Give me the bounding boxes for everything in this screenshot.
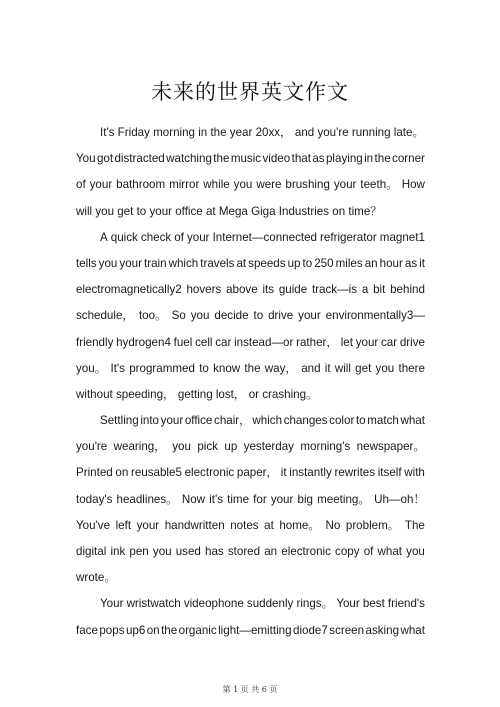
word: asking [365, 623, 400, 637]
text-line [76, 251, 425, 277]
text-line [76, 303, 425, 329]
word: bit [373, 283, 386, 297]
text-line [76, 172, 425, 198]
word: quick [110, 230, 138, 244]
word: wearing， [113, 440, 166, 454]
text-line [76, 487, 425, 513]
word: diode7 [293, 623, 328, 637]
word: Printed [76, 466, 113, 480]
word: your [160, 414, 184, 428]
word: in [364, 152, 374, 166]
word: magnet1 [379, 230, 425, 244]
word: corner [392, 152, 425, 166]
word: you [375, 361, 395, 375]
word: travels [200, 256, 235, 270]
word: refrigerator [320, 230, 377, 244]
word: hour [379, 256, 403, 270]
word: mirror [169, 178, 200, 192]
word: of [76, 178, 86, 192]
word: of [174, 230, 184, 244]
text-line [76, 434, 425, 460]
word: it [324, 361, 331, 375]
text-line [76, 277, 425, 303]
word: office [184, 414, 213, 428]
word: to [199, 361, 209, 375]
word: electronic [184, 466, 235, 480]
word: instead—or [234, 335, 294, 349]
word: newspaper。 [356, 440, 425, 454]
word: your [355, 335, 379, 349]
word: friendly [76, 335, 114, 349]
word: speeds [248, 256, 286, 270]
word: chair， [214, 414, 251, 428]
word: headlines。 [116, 492, 178, 506]
word: No [325, 518, 341, 532]
word: car [215, 335, 232, 349]
word: The [404, 518, 425, 532]
word: an [364, 256, 378, 270]
word: the [213, 152, 230, 166]
word: tells [76, 256, 97, 270]
word: hovers [186, 283, 222, 297]
word: You [76, 152, 96, 166]
word: which [252, 414, 283, 428]
word: your [89, 178, 113, 192]
word: paper， [236, 466, 279, 480]
word: of [363, 545, 374, 558]
word: as [312, 152, 325, 166]
word: a [361, 283, 369, 297]
word: reusable5 [130, 466, 182, 480]
text-line [76, 460, 425, 486]
word: what [400, 414, 425, 428]
word: 250 [314, 256, 334, 270]
word: decide [214, 309, 249, 323]
word: organic [178, 623, 217, 637]
word: way， [264, 361, 297, 375]
word: best [362, 597, 385, 611]
word: you [190, 309, 210, 323]
word: brushing [285, 178, 330, 192]
word: that [291, 152, 311, 166]
word: big [297, 492, 313, 506]
word: car [381, 335, 398, 349]
text-line [76, 539, 425, 565]
word: match [367, 414, 399, 428]
word: home。 [279, 518, 320, 532]
word: screen [329, 623, 365, 637]
word: train [143, 256, 167, 270]
text-line [76, 356, 425, 382]
word: hydrogen4 [116, 335, 171, 349]
word: get [355, 361, 372, 375]
word: miles [335, 256, 363, 270]
word: behind [390, 283, 425, 297]
word: your [270, 492, 294, 506]
word: the [161, 623, 178, 637]
word: bathroom [116, 178, 166, 192]
word: So [171, 309, 186, 323]
word: meeting。 [317, 492, 370, 506]
word: video [262, 152, 291, 166]
word: You've [76, 518, 111, 532]
text-line: will you get to your office at Mega Giga Industries on time？ [76, 204, 382, 218]
word: check [140, 230, 172, 244]
word: for [253, 492, 267, 506]
word: suddenly [246, 597, 294, 611]
word: what [377, 545, 402, 558]
word: ink [110, 545, 126, 558]
word: rings。 [296, 597, 334, 611]
document-title: 未来的世界英文作文 [151, 80, 349, 104]
word: guide [278, 283, 308, 297]
word: it [419, 256, 425, 270]
word: your [186, 230, 210, 244]
word: will [334, 361, 351, 375]
word: rewrites [334, 466, 376, 480]
word: copy [335, 545, 360, 558]
word: on [146, 623, 160, 637]
word: used [175, 545, 201, 558]
text-line [76, 513, 425, 539]
word: up [224, 440, 238, 454]
word: to [302, 256, 313, 270]
word: itself [377, 466, 402, 480]
word: stored [227, 545, 261, 558]
word: face [76, 623, 98, 637]
word: electronic [281, 545, 331, 558]
word: A [100, 230, 108, 244]
word: it's [209, 492, 223, 506]
word: teeth。 [360, 178, 398, 192]
word: music [230, 152, 262, 166]
word: the [244, 361, 261, 375]
word: electromagnetically2 [76, 283, 182, 297]
word: Internet—connected [212, 230, 317, 244]
word: at [236, 256, 247, 270]
word: into [140, 414, 160, 428]
word: problem。 [345, 518, 400, 532]
word: you're [76, 440, 108, 454]
word: time [227, 492, 250, 506]
word: digital [76, 545, 107, 558]
word: pops [99, 623, 125, 637]
word: you [152, 545, 172, 558]
text-line: It's Friday morning in the year 20xx， and you're running late。 [100, 126, 425, 139]
word: you [172, 440, 191, 454]
word: let [340, 335, 353, 349]
word: Now [181, 492, 206, 506]
word: you [406, 545, 425, 558]
word: Your [100, 597, 124, 611]
word: while [203, 178, 230, 192]
word: yesterday [243, 440, 294, 454]
word: How [401, 178, 425, 192]
word: pen [129, 545, 149, 558]
word: got [96, 152, 114, 166]
word: which [168, 256, 199, 270]
word: you [233, 178, 253, 192]
word: the [374, 152, 391, 166]
word: instantly [289, 466, 332, 480]
word: you [98, 256, 118, 270]
word: at [264, 518, 274, 532]
word: too。 [138, 309, 167, 323]
page-footer: 第 1 页 共 6 页 [222, 685, 278, 694]
word: on [115, 466, 129, 480]
word: there [398, 361, 425, 375]
text-line [76, 591, 425, 617]
word: you。 [76, 361, 107, 375]
word: it [280, 466, 287, 480]
word: wristwatch [126, 597, 181, 611]
word: your [119, 256, 142, 270]
word: cell [195, 335, 213, 349]
word: Your [336, 597, 360, 611]
document-body [76, 120, 425, 644]
word: morning's [300, 440, 351, 454]
text-line: without speeding， getting lost， or crashing。 [76, 387, 318, 401]
word: notes [230, 518, 259, 532]
word: know [213, 361, 241, 375]
word: to [253, 309, 264, 323]
word: an [264, 545, 278, 558]
word: Uh—oh！ [374, 492, 425, 506]
word: above [226, 283, 258, 297]
word: Settling [100, 414, 139, 428]
word: to [355, 414, 366, 428]
word: videophone [183, 597, 244, 611]
word: distracted [114, 152, 165, 166]
word: handwritten [164, 518, 225, 532]
text-line [76, 408, 425, 434]
text-line [76, 618, 425, 644]
word: programmed [129, 361, 195, 375]
word: your [136, 518, 160, 532]
word: playing [325, 152, 363, 166]
word: were [256, 178, 282, 192]
word: up [287, 256, 301, 270]
word: as [404, 256, 418, 270]
word: watching [166, 152, 212, 166]
word: It's [110, 361, 125, 375]
word: left [115, 518, 132, 532]
word: drive [399, 335, 425, 349]
word: has [205, 545, 224, 558]
word: and [301, 361, 321, 375]
word: its [262, 283, 275, 297]
word: today's [76, 492, 113, 506]
word: schedule， [76, 309, 135, 323]
word: what [400, 623, 425, 637]
word: up6 [125, 623, 146, 637]
word: track—is [311, 283, 358, 297]
text-line: wrote。 [76, 571, 116, 585]
text-line [76, 330, 425, 356]
word: drive [268, 309, 294, 323]
text-line [76, 225, 425, 251]
word: your [298, 309, 321, 323]
word: changes [283, 414, 328, 428]
word: fuel [173, 335, 193, 349]
word: color [329, 414, 355, 428]
text-line [76, 146, 425, 172]
word: pick [197, 440, 218, 454]
word: with [404, 466, 425, 480]
word: environmentally3— [325, 309, 425, 323]
word: light—emitting [218, 623, 292, 637]
word: your [333, 178, 357, 192]
word: rather， [296, 335, 338, 349]
word: friend's [387, 597, 425, 611]
